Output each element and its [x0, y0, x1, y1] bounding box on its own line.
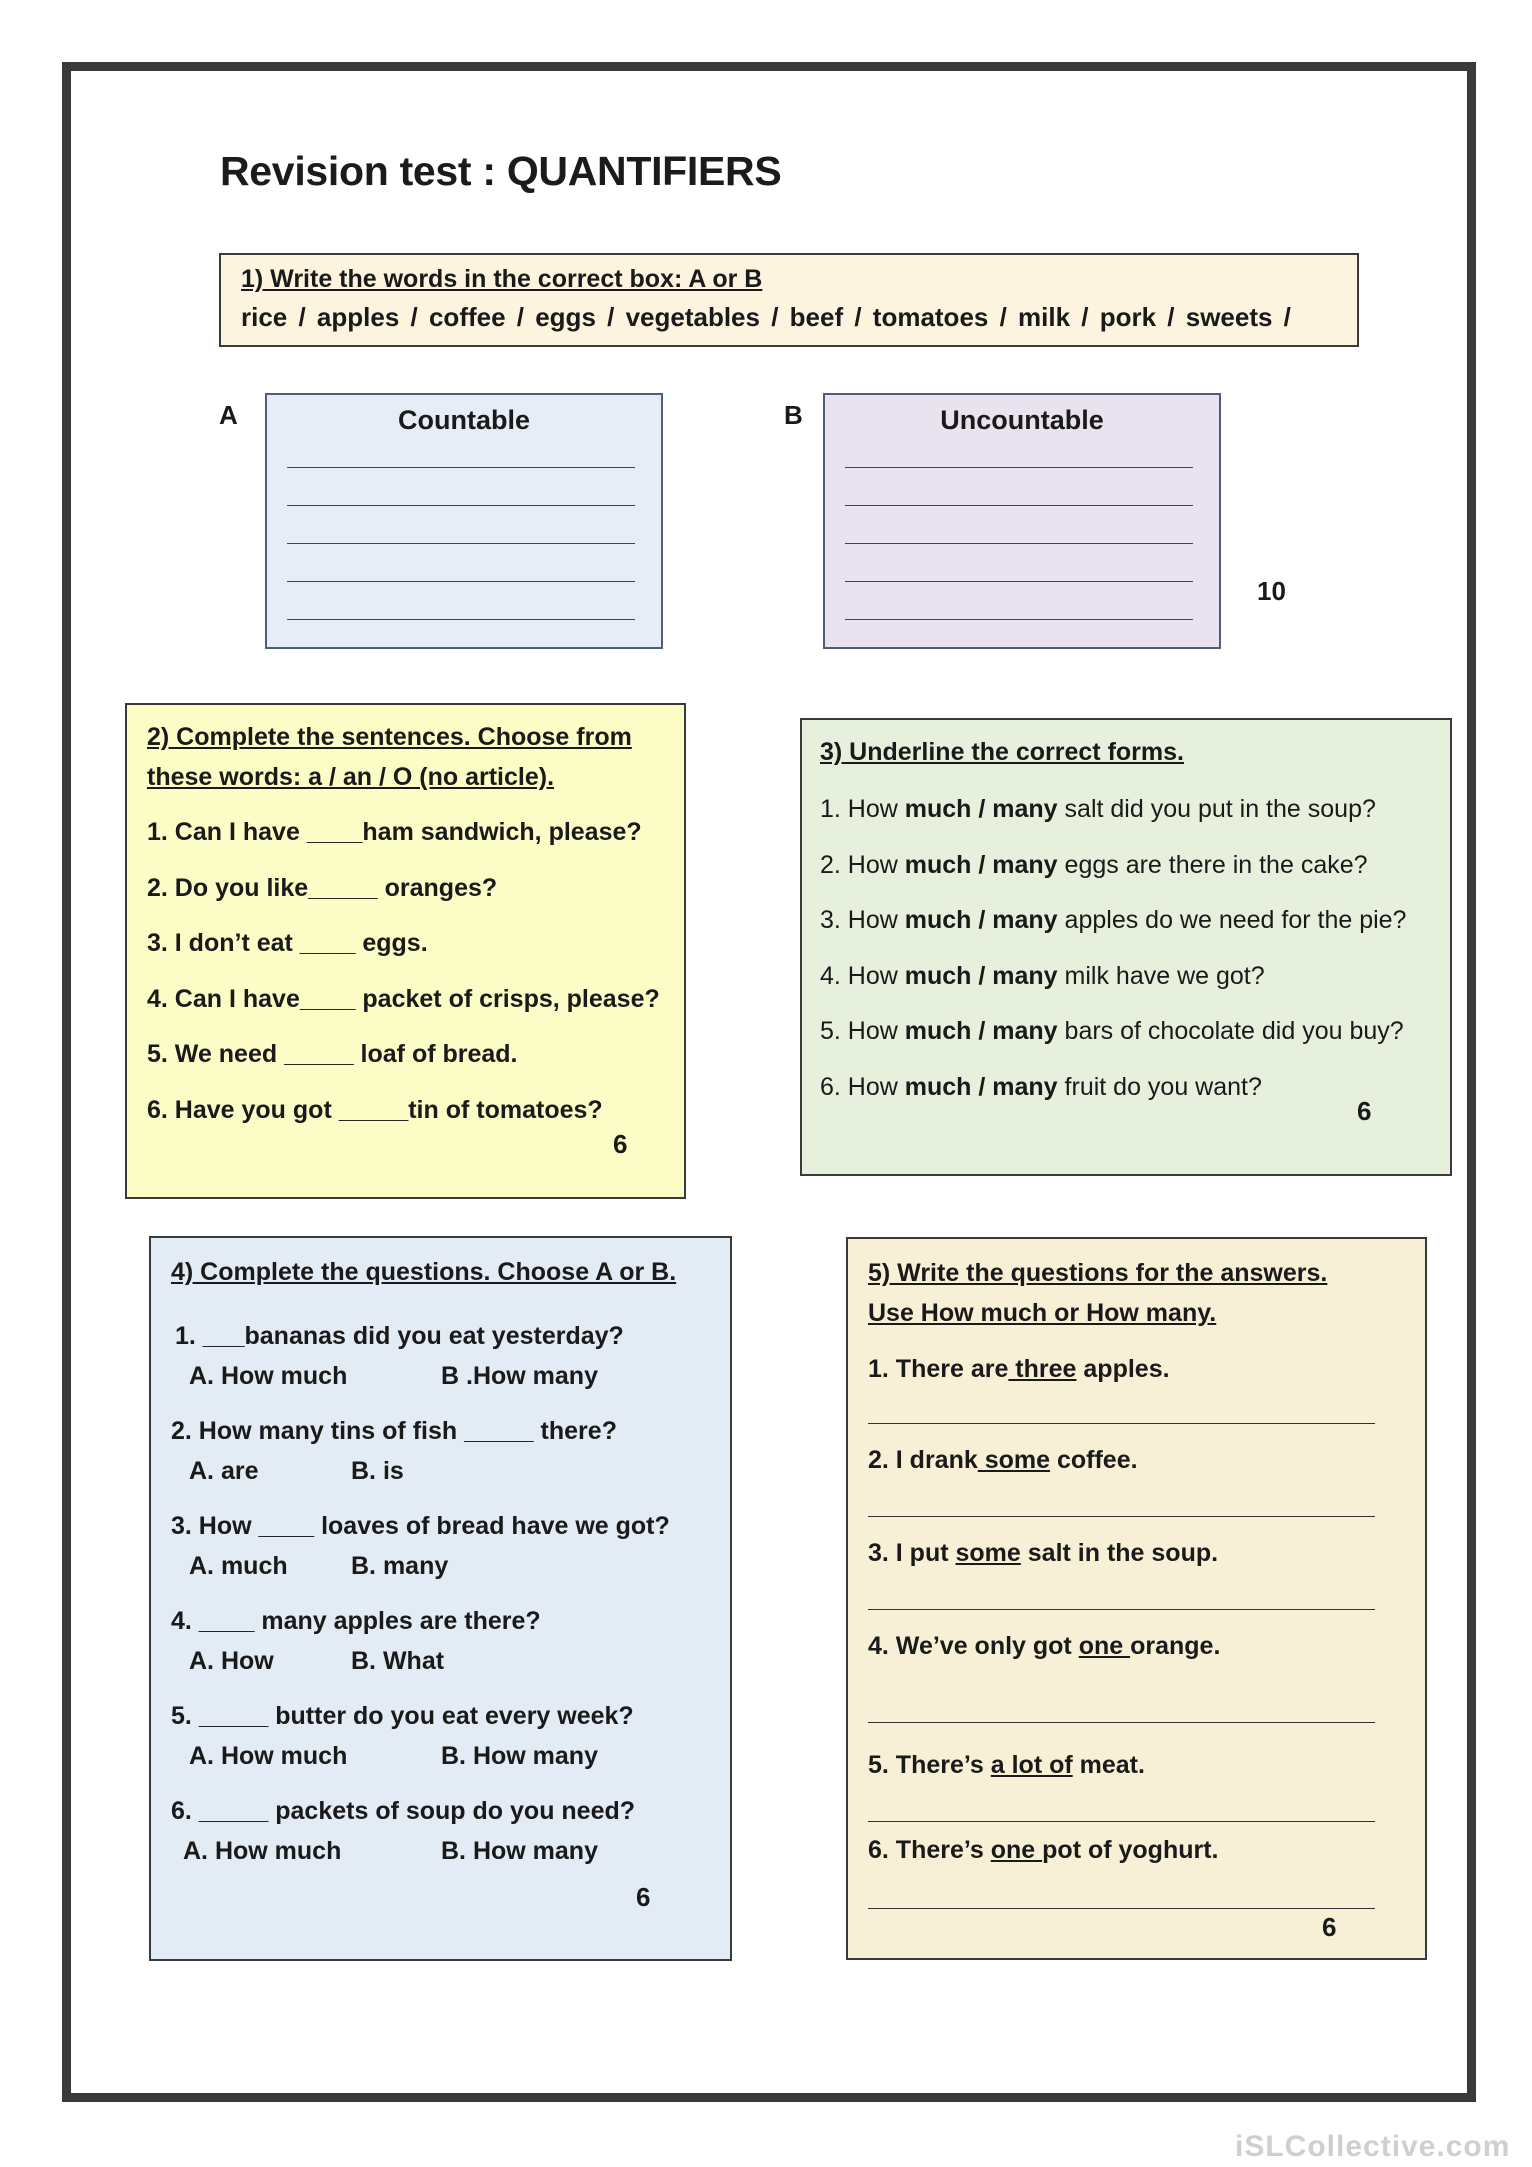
exercise-4-heading: 4) Complete the questions. Choose A or B. [171, 1258, 677, 1286]
question-group [171, 1696, 710, 1776]
uncountable-box [823, 393, 1221, 649]
choice-options[interactable]: much / many [904, 961, 1058, 990]
choice-options[interactable]: much / many [904, 1017, 1058, 1045]
answer-line[interactable] [845, 581, 1193, 582]
answer-line[interactable] [845, 619, 1193, 620]
question-group [171, 1316, 710, 1396]
option-b[interactable]: B. is [351, 1457, 404, 1485]
answer-line[interactable] [287, 467, 635, 468]
sentence-item: 2. Do you like_____ oranges? [147, 873, 498, 902]
sentence-item: 3. I don’t eat ____ eggs. [147, 929, 428, 957]
answer-line[interactable] [287, 505, 635, 506]
answer-line[interactable] [845, 467, 1193, 468]
answer-text: pot of yoghurt. [1042, 1836, 1219, 1864]
answer-text: 6. There’s [868, 1836, 991, 1864]
word-list: rice / apples / coffee / eggs / vegetables / beef / tomatoes / milk / pork / sweets / [241, 302, 1291, 332]
answer-line[interactable] [287, 543, 635, 544]
option-b[interactable]: B .How many [441, 1362, 598, 1390]
underlined-word: some [977, 1446, 1051, 1474]
answer-text: orange. [1130, 1632, 1221, 1660]
question-end: apples do we need for the pie? [1064, 906, 1407, 934]
question-text: 2. How many tins of fish _____ there? [171, 1417, 617, 1445]
exercise-4-box [149, 1236, 732, 1961]
sentence-item: 5. We need _____ loaf of bread. [147, 1040, 518, 1068]
question-start: 2. How [820, 850, 898, 879]
answer-text: salt in the soup. [1020, 1539, 1219, 1567]
question-text: 3. How ____ loaves of bread have we got? [171, 1512, 670, 1540]
question-write-line[interactable] [868, 1821, 1375, 1822]
underlined-word: one [1078, 1632, 1131, 1660]
exercise-5-heading: Use How much or How many. [868, 1299, 1217, 1327]
answer-text: coffee. [1050, 1446, 1138, 1474]
option-b[interactable]: B. How many [441, 1837, 598, 1865]
answer-line[interactable] [845, 505, 1193, 506]
countable-heading: Countable [398, 405, 530, 435]
choice-options[interactable]: much / many [904, 906, 1058, 934]
question-item [820, 838, 1432, 894]
answer-text: 1. There are [868, 1355, 1009, 1383]
answer-item [868, 1440, 1405, 1480]
question-group [171, 1506, 710, 1586]
question-write-line[interactable] [868, 1609, 1375, 1610]
exercise-2-heading: 2) Complete the sentences. Choose from [147, 723, 632, 751]
answer-text: 5. There’s [868, 1751, 991, 1779]
question-item [820, 1004, 1432, 1060]
answer-text: meat. [1072, 1751, 1145, 1779]
answer-line[interactable] [287, 581, 635, 582]
exercise-5-box [846, 1237, 1427, 1960]
exercise-3-box [800, 718, 1452, 1176]
question-item [820, 782, 1432, 838]
exercise-3-score: 6 [1357, 1096, 1372, 1126]
option-a[interactable]: A. How much [189, 1362, 348, 1390]
answer-line[interactable] [845, 543, 1193, 544]
answer-item [868, 1830, 1405, 1870]
choice-options[interactable]: much / many [904, 850, 1058, 879]
answer-item [868, 1349, 1405, 1389]
question-text: 6. _____ packets of soup do you need? [171, 1797, 636, 1825]
question-start: 3. How [820, 906, 898, 934]
watermark: iSLCollective.com [1235, 2130, 1511, 2163]
sentence-item: 4. Can I have____ packet of crisps, please? [147, 984, 660, 1013]
question-write-line[interactable] [868, 1722, 1375, 1723]
exercise-5-score: 6 [1322, 1912, 1337, 1942]
question-group [171, 1601, 710, 1681]
box-a-label: A [219, 400, 238, 430]
question-write-line[interactable] [868, 1423, 1375, 1424]
question-write-line[interactable] [868, 1908, 1375, 1909]
box-b-label: B [784, 400, 803, 430]
question-item [820, 1060, 1432, 1116]
answer-line[interactable] [287, 619, 635, 620]
option-a[interactable]: A. are [189, 1457, 259, 1485]
option-a[interactable]: A. much [189, 1552, 288, 1580]
question-start: 5. How [820, 1017, 898, 1045]
answer-text: 4. We’ve only got [868, 1632, 1079, 1660]
question-group [171, 1791, 710, 1871]
answer-item [868, 1626, 1405, 1666]
choice-options[interactable]: much / many [904, 795, 1058, 823]
page-title: Revision test : QUANTIFIERS [220, 148, 782, 194]
option-b[interactable]: B. How many [441, 1742, 598, 1770]
exercise-4-score: 6 [636, 1882, 651, 1912]
question-end: salt did you put in the soup? [1064, 795, 1376, 823]
question-start: 1. How [820, 795, 898, 823]
answer-item [868, 1745, 1405, 1785]
question-text: 4. ____ many apples are there? [171, 1607, 541, 1635]
option-a[interactable]: A. How [189, 1647, 274, 1675]
question-start: 6. How [820, 1072, 898, 1101]
underlined-word: one [990, 1836, 1043, 1864]
underlined-word: three [1008, 1355, 1077, 1383]
question-end: bars of chocolate did you buy? [1064, 1017, 1404, 1045]
choice-options[interactable]: much / many [904, 1072, 1058, 1101]
question-write-line[interactable] [868, 1516, 1375, 1517]
option-b[interactable]: B. many [351, 1552, 449, 1580]
question-item [820, 949, 1432, 1005]
underlined-word: some [955, 1539, 1021, 1567]
exercise-2-score: 6 [613, 1129, 628, 1159]
option-a[interactable]: A. How much [189, 1742, 348, 1770]
uncountable-heading: Uncountable [940, 405, 1104, 435]
sentence-item: 6. Have you got _____tin of tomatoes? [147, 1095, 603, 1124]
question-item [820, 893, 1432, 949]
sentence-item: 1. Can I have ____ham sandwich, please? [147, 818, 642, 846]
option-a[interactable]: A. How much [183, 1837, 342, 1865]
exercise-5-heading: 5) Write the questions for the answers. [868, 1259, 1328, 1287]
countable-box [265, 393, 663, 649]
question-end: fruit do you want? [1064, 1072, 1262, 1101]
question-text: 5. _____ butter do you eat every week? [171, 1702, 634, 1730]
question-text: 1. ___bananas did you eat yesterday? [175, 1322, 624, 1350]
exercise-2-box [125, 703, 686, 1199]
answer-text: 2. I drank [868, 1446, 978, 1474]
exercise-2-heading: these words: a / an / O (no article). [147, 763, 555, 791]
option-b[interactable]: B. What [351, 1647, 445, 1675]
answer-text: 3. I put [868, 1539, 956, 1567]
exercise-1-score: 10 [1257, 576, 1286, 606]
answer-item [868, 1533, 1405, 1573]
exercise-1-box [219, 253, 1359, 347]
underlined-word: a lot of [990, 1751, 1073, 1779]
exercise-1-heading: 1) Write the words in the correct box: A or B [241, 265, 763, 293]
answer-text: apples. [1076, 1355, 1170, 1383]
exercise-3-heading: 3) Underline the correct forms. [820, 738, 1184, 766]
question-group [171, 1411, 710, 1491]
question-end: milk have we got? [1064, 961, 1265, 990]
question-start: 4. How [820, 961, 898, 990]
question-end: eggs are there in the cake? [1064, 850, 1368, 879]
